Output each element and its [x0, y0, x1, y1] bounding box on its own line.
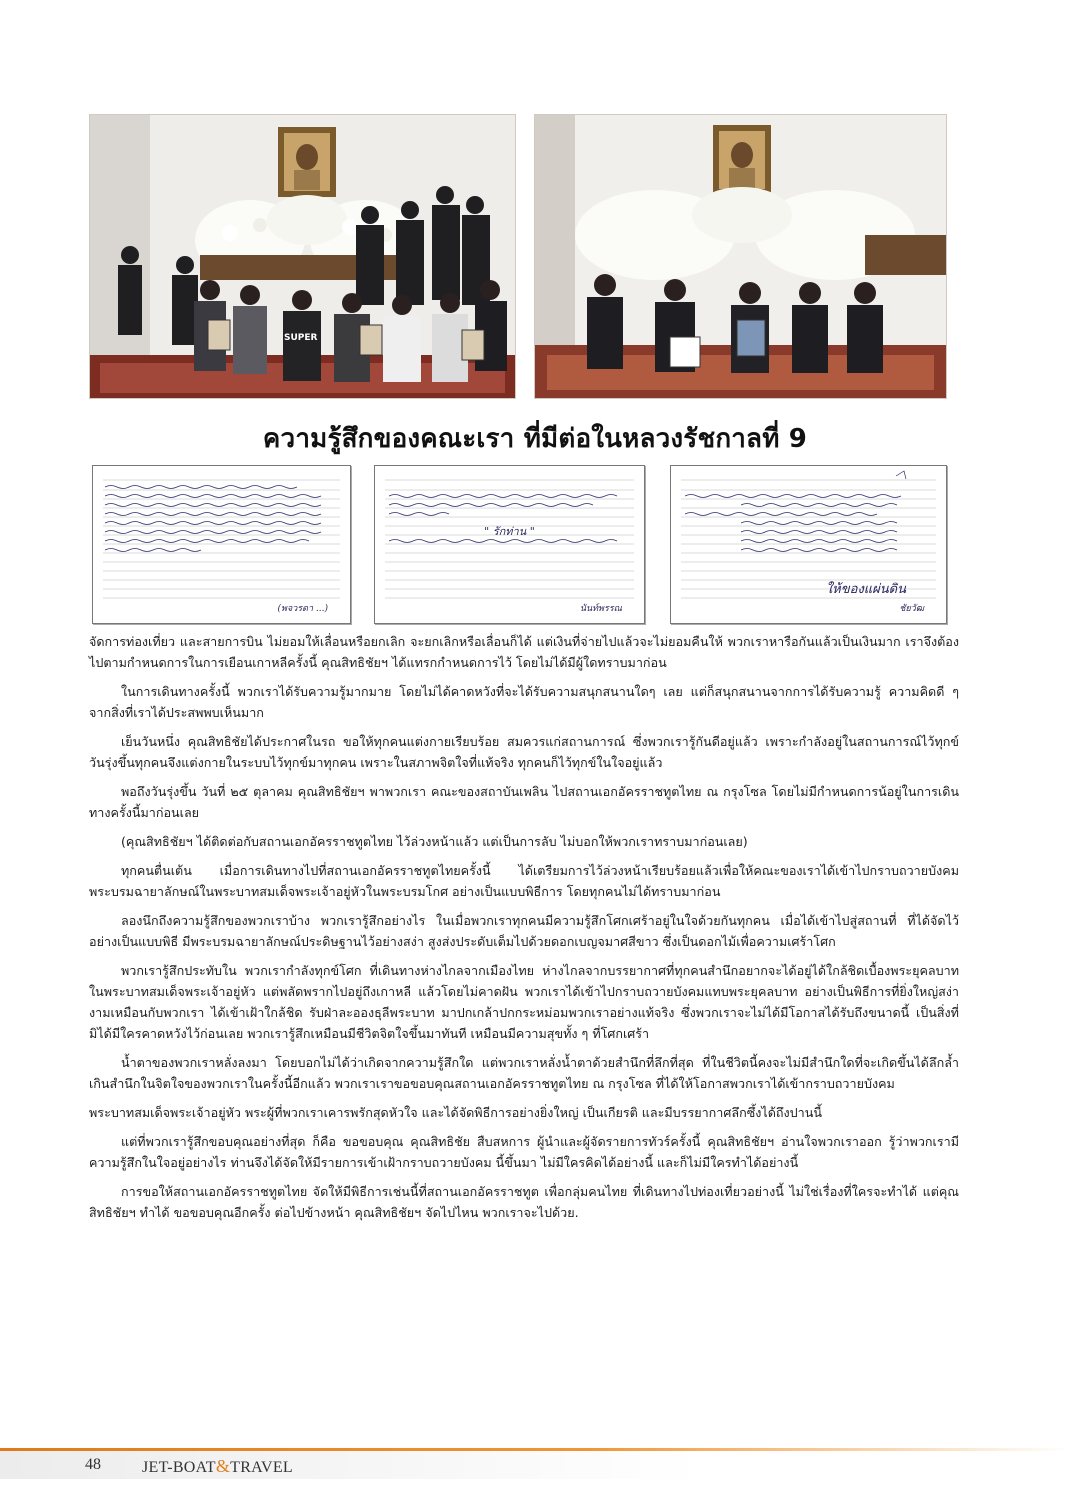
magazine-name-part2: TRAVEL — [230, 1459, 293, 1476]
group-photo-left-image — [90, 115, 515, 398]
group-photo-right-image — [535, 115, 946, 398]
footer-bar — [0, 1451, 700, 1479]
paragraph: พวกเรารู้สึกประทับใน พวกเรากำลังทุกข์โศก ที่เดินทางห่างไกลจากเมืองไทย ห่างไกลจากบรรยากาศที่ทุกคนสำนึกอยากจะได้อยู่ได้ใกล้ชิดเบื้องพระยุคลบาทในพระบาทสมเด็จพระเจ้าอยู่หัว แต่พลัดพรากไปอยู่ถึงเกาหลี แล้วโดยไม่คาดฝัน พวกเราได้เข้าไปกราบถวายบังคมแทบพระยุคลบาท อย่างเป็นพิธีการที่ยิ่งใหญ่สง่างามเหมือนกับพวกเรา ได้เข้าเฝ้าใกล้ชิด รับฝ่าละอองธุลีพระบาท มาปกเกล้าปกกระหม่อมพวกเราอย่างแท้จริง ซึ่งพวกเราจะไม่ได้มีโอกาสได้รับถึงขนาดนี้ เป็นสิ่งที่มิได้มีใครคาดหวังไว้ก่อนเลย พวกเรารู้สึกเหมือนมีชีวิตจิตใจขึ้นมาทันที เหมือนมีความสุขทั้ง ๆ ที่โศกเศร้า — [89, 963, 959, 1041]
article-title: ความรู้สึกของคณะเรา ที่มีต่อในหลวงรัชกาลที่ 9 — [262, 424, 808, 454]
paragraph: เย็นวันหนึ่ง คุณสิทธิชัยได้ประกาศในรถ ขอให้ทุกคนแต่งกายเรียบร้อย สมควรแก่สถานการณ์ ซึ่งพวกเรารู้กันดีอยู่แล้ว เพราะกำลังอยู่ในสถานการณ์ไว้ทุกข์ วันรุ่งขึ้นทุกคนจึงแต่งกายในระบบไว้ทุกข์มาทุกคน เพราะในสภาพจิตใจที่แท้จริง ทุกคนก็ไว้ทุกข์ในใจอยู่แล้ว — [89, 734, 959, 770]
sweatshirt-text: SUPER — [284, 333, 318, 343]
paragraph: พระบาทสมเด็จพระเจ้าอยู่หัว พระผู้ที่พวกเราเคารพรักสุดหัวใจ และได้จัดพิธีการอย่างยิ่งใหญ่ เป็นเกียรติ และมีบรรยากาศลึกซึ้งได้ถึงปานนี้ — [89, 1105, 822, 1120]
page-number: 48 — [85, 1456, 101, 1473]
group-photo-right — [534, 114, 947, 399]
magazine-ampersand: & — [215, 1456, 231, 1476]
paragraph: (คุณสิทธิชัยฯ ได้ติดต่อกับสถานเอกอัครราชทูตไทย ไว้ล่วงหน้าแล้ว แต่เป็นการลับ ไม่บอกให้พวกเราทราบมาก่อนเลย) — [121, 834, 748, 849]
paragraph: การขอให้สถานเอกอัครราชทูตไทย จัดให้มีพิธีการเช่นนี้ที่สถานเอกอัครราชทูต เพื่อกลุ่มคนไทย ที่เดินทางไปท่องเที่ยวอย่างนี้ ไม่ใช่เรื่องที่ใครจะทำได้ แต่คุณสิทธิชัยฯ ทำได้ ขอขอบคุณอีกครั้ง ต่อไปข้างหน้า คุณสิทธิชัยฯ จัดไปไหน พวกเราจะไปด้วย. — [89, 1184, 959, 1220]
handwritten-letter-3 — [670, 465, 947, 624]
article-body — [89, 631, 959, 1231]
paragraph: น้ำตาของพวกเราหลั่งลงมา โดยบอกไม่ได้ว่าเกิดจากความรู้สึกใด แต่พวกเราหลั่งน้ำตาด้วยสำนึกที่ลึกที่สุด ที่ในชีวิตนี้คงจะไม่มีสำนึกใดที่จะเกิดขึ้นได้ลึกล้ำ เกินสำนึกในจิตใจของพวกเราในครั้งนี้อีกแล้ว พวกเราเราขอขอบคุณสถานเอกอัครราชทูตไทย ณ กรุงโซล ที่ได้ให้โอกาสพวกเราได้เข้ากราบถวายบังคม — [89, 1055, 959, 1091]
paragraph: จัดการท่องเที่ยว และสายการบิน ไม่ยอมให้เลื่อนหรือยกเลิก จะยกเลิกหรือเลื่อนก็ได้ แต่เงินที่จ่ายไปแล้วจะไม่ยอมคืนให้ พวกเราหารือกันแล้วเป็นเงินมาก เราจึงต้องไปตามกำหนดการในการเยือนเกาหลีครั้งนี้ คุณสิทธิชัยฯ ได้แทรกกำหนดการไว้ โดยไม่ได้มีผู้ใดทราบมาก่อน — [89, 634, 959, 670]
letter-3-signature: ชัยวัฒ — [899, 604, 924, 614]
magazine-name-part1: JET-BOAT — [142, 1459, 216, 1476]
letter-1-scan — [93, 466, 350, 623]
paragraph: พอถึงวันรุ่งขึ้น วันที่ ๒๕ ตุลาคม คุณสิทธิชัยฯ พาพวกเรา คณะของสถาบันเพลิน ไปสถานเอกอัครราชทูตไทย ณ กรุงโซล โดยไม่มีกำหนดการน้อยู่ในการเดินทางครั้งนี้มาก่อนเลย — [89, 784, 959, 820]
letter-2-scan — [375, 466, 644, 623]
magazine-name — [142, 1456, 293, 1477]
letter-3-big-signature: ให้ของแผ่นดิน — [825, 582, 906, 597]
paragraph: แต่ที่พวกเรารู้สึกขอบคุณอย่างที่สุด ก็คือ ขอขอบคุณ คุณสิทธิชัย สืบสหการ ผู้นำและผู้จัดรายการทัวร์ครั้งนี้ คุณสิทธิชัยฯ อ่านใจพวกเราออก รู้ว่าพวกเรามีความรู้สึกในใจอยู่อย่างไร ท่านจึงได้จัดให้มีรายการเข้าเฝ้ากราบถวายบังคม นี้ขึ้นมา ไม่มีใครคิดได้อย่างนี้ และก็ไม่มีใครทำได้อย่างนี้ — [89, 1134, 959, 1170]
group-photo-left — [89, 114, 516, 399]
handwritten-letter-2 — [374, 465, 645, 624]
letter-3-scan — [671, 466, 946, 623]
letter-2-phrase: " รักท่าน " — [484, 525, 535, 538]
letter-2-signature: นันท์พรรณ — [579, 604, 622, 614]
handwritten-letter-1 — [92, 465, 351, 624]
paragraph: ในการเดินทางครั้งนี้ พวกเราได้รับความรู้มากมาย โดยไม่ได้คาดหวังที่จะได้รับความสนุกสนานใดๆ เลย แต่ก็สนุกสนานจากการได้รับความรู้ ความคิดดี ๆ จากสิ่งที่เราได้ประสพพบเห็นมาก — [89, 684, 959, 720]
letter-1-signature: (พจวรดา ...) — [277, 604, 328, 614]
paragraph: ทุกคนตื่นเต้น เมื่อการเดินทางไปที่สถานเอกอัครราชทูตไทยครั้งนี้ ได้เตรียมการไว้ล่วงหน้าเรียบร้อยแล้วเพื่อให้คณะของเราได้เข้าไปกราบถวายบังคม พระบรมฉายาลักษณ์ในพระบาทสมเด็จพระเจ้าอยู่หัวในพระบรมโกศ อย่างเป็นแบบพิธีการ โดยทุกคนไม่ได้ทราบมาก่อน — [89, 863, 959, 899]
paragraph: ลองนึกถึงความรู้สึกของพวกเราบ้าง พวกเรารู้สึกอย่างไร ในเมื่อพวกเราทุกคนมีความรู้สึกโศกเศร้าอยู่ในใจด้วยกันทุกคน เมื่อได้เข้าไปสู่สถานที่ ที่ได้จัดไว้อย่างเป็นแบบพิธี มีพระบรมฉายาลักษณ์ประดิษฐานไว้อย่างสง่า สูงส่งประดับเต็มไปด้วยดอกเบญจมาศสีขาว ซึ่งเป็นดอกไม้เพื่อความเศร้าโศก — [89, 913, 959, 949]
